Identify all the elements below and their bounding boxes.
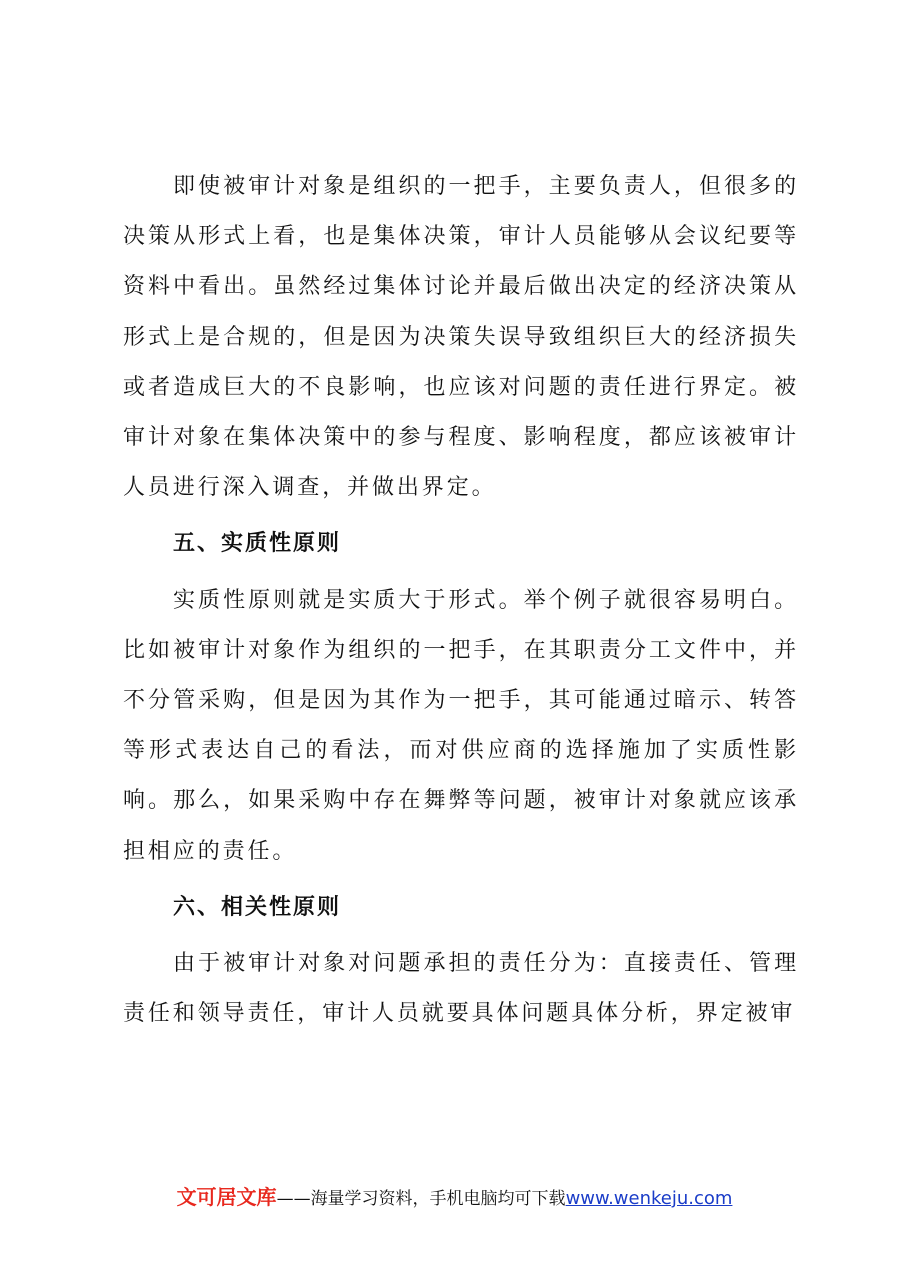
- footer-site-link[interactable]: www.wenkeju.com: [565, 1188, 733, 1209]
- paragraph-relevance: 由于被审计对象对问题承担的责任分为：直接责任、管理责任和领导责任，审计人员就要具体问题具体分析，界定被审: [123, 951, 799, 1027]
- paragraph-collective-decision: 即使被审计对象是组织的一把手，主要负责人，但很多的决策从形式上看，也是集体决策，审计人员能够从会议纪要等资料中看出。虽然经过集体讨论并最后做出决定的经济决策从形式上是合规的，但是因为决策失误导致组织巨大的经济损失或者造成巨大的不良影响，也应该对问题的责任进行界定。被审计对象在集体决策中的参与程度、影响程度，都应该被审计人员进行深入调查，并做出界定。: [123, 174, 799, 501]
- footer-tagline: ——海量学习资料，手机电脑均可下载: [276, 1189, 566, 1209]
- section-heading-relevance: 六、相关性原则: [173, 894, 342, 920]
- page-footer: [0, 1183, 909, 1213]
- footer-brand: 文可居文库: [176, 1185, 277, 1209]
- paragraph-materiality: 实质性原则就是实质大于形式。举个例子就很容易明白。比如被审计对象作为组织的一把手，在其职责分工文件中，并不分管采购，但是因为其作为一把手，其可能通过暗示、转答等形式表达自己的看法，而对供应商的选择施加了实质性影响。那么，如果采购中存在舞弊等问题，被审计对象就应该承担相应的责任。: [123, 587, 799, 864]
- document-body: [123, 162, 799, 1039]
- section-heading-materiality: 五、实质性原则: [173, 531, 342, 557]
